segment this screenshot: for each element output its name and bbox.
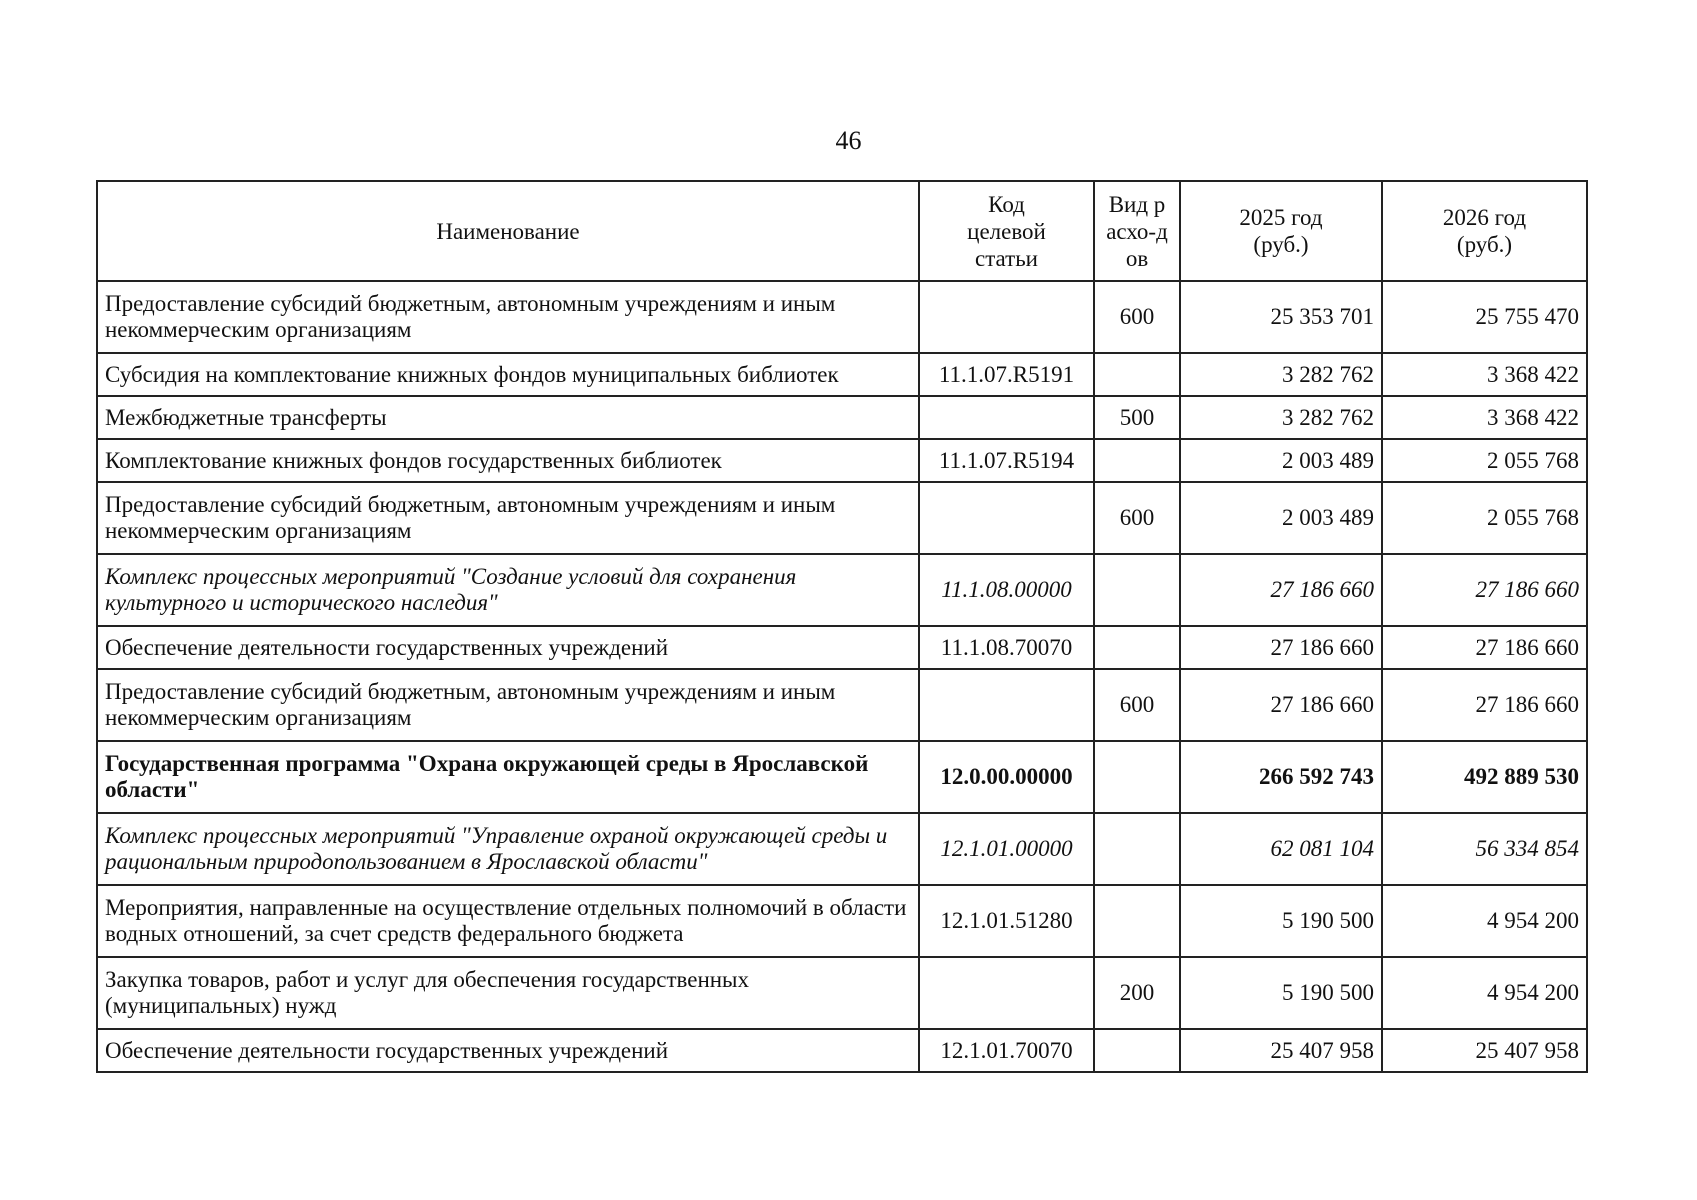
cell-2026: 4 954 200 [1382,957,1587,1029]
table-header-row [97,181,1587,281]
cell-2025: 5 190 500 [1180,885,1382,957]
cell-2025: 27 186 660 [1180,626,1382,669]
header-2026: 2026 год (руб.) [1382,181,1587,281]
cell-code [919,957,1094,1029]
cell-name: Предоставление субсидий бюджетным, автономным учреждениям и иным некоммерческим организациям [97,482,919,554]
table-row [97,439,1587,482]
cell-code [919,281,1094,353]
cell-2026: 27 186 660 [1382,626,1587,669]
cell-kind [1094,626,1180,669]
cell-2026: 27 186 660 [1382,554,1587,626]
cell-code: 11.1.07.R5194 [919,439,1094,482]
table-row [97,482,1587,554]
cell-code: 12.1.01.51280 [919,885,1094,957]
cell-2025: 3 282 762 [1180,353,1382,396]
cell-2025: 27 186 660 [1180,669,1382,741]
cell-2026: 25 407 958 [1382,1029,1587,1072]
cell-code: 11.1.08.70070 [919,626,1094,669]
cell-kind [1094,439,1180,482]
table-row [97,741,1587,813]
cell-2025: 2 003 489 [1180,482,1382,554]
cell-2026: 56 334 854 [1382,813,1587,885]
table-row [97,813,1587,885]
table-row [97,353,1587,396]
cell-2026: 3 368 422 [1382,396,1587,439]
header-2025: 2025 год (руб.) [1180,181,1382,281]
cell-name: Мероприятия, направленные на осуществление отдельных полномочий в области водных отношений, за счет средств федерального бюджета [97,885,919,957]
header-name: Наименование [97,181,919,281]
header-kind: Вид расхо-дов [1094,181,1180,281]
cell-code [919,669,1094,741]
table-row [97,885,1587,957]
table-row [97,669,1587,741]
cell-2026: 4 954 200 [1382,885,1587,957]
budget-table [96,180,1588,1073]
cell-code: 11.1.07.R5191 [919,353,1094,396]
cell-name: Предоставление субсидий бюджетным, автономным учреждениям и иным некоммерческим организациям [97,281,919,353]
cell-2025: 3 282 762 [1180,396,1382,439]
cell-name: Комплекс процессных мероприятий "Управление охраной окружающей среды и рациональным природопользованием в Ярославской области" [97,813,919,885]
cell-name: Государственная программа "Охрана окружающей среды в Ярославской области" [97,741,919,813]
cell-kind [1094,353,1180,396]
cell-2025: 27 186 660 [1180,554,1382,626]
cell-kind: 600 [1094,482,1180,554]
cell-kind: 500 [1094,396,1180,439]
table-row [97,281,1587,353]
page-number: 46 [835,126,862,155]
cell-code: 12.0.00.00000 [919,741,1094,813]
cell-code [919,396,1094,439]
cell-code: 12.1.01.70070 [919,1029,1094,1072]
cell-kind [1094,885,1180,957]
cell-name: Межбюджетные трансферты [97,396,919,439]
table-row [97,1029,1587,1072]
cell-2025: 25 353 701 [1180,281,1382,353]
table-row [97,626,1587,669]
header-code: Код целевой статьи [919,181,1094,281]
cell-kind [1094,813,1180,885]
cell-kind: 600 [1094,669,1180,741]
cell-2025: 62 081 104 [1180,813,1382,885]
table-row [97,396,1587,439]
cell-kind [1094,741,1180,813]
cell-kind [1094,554,1180,626]
cell-2025: 2 003 489 [1180,439,1382,482]
table-row [97,554,1587,626]
cell-name: Комплектование книжных фондов государственных библиотек [97,439,919,482]
cell-name: Субсидия на комплектование книжных фондов муниципальных библиотек [97,353,919,396]
cell-name: Обеспечение деятельности государственных учреждений [97,626,919,669]
cell-code: 12.1.01.00000 [919,813,1094,885]
cell-2026: 2 055 768 [1382,482,1587,554]
cell-code [919,482,1094,554]
cell-kind: 600 [1094,281,1180,353]
cell-2025: 266 592 743 [1180,741,1382,813]
table-row [97,957,1587,1029]
cell-name: Закупка товаров, работ и услуг для обеспечения государственных (муниципальных) нужд [97,957,919,1029]
cell-2025: 25 407 958 [1180,1029,1382,1072]
cell-2026: 492 889 530 [1382,741,1587,813]
cell-kind [1094,1029,1180,1072]
cell-kind: 200 [1094,957,1180,1029]
cell-2026: 2 055 768 [1382,439,1587,482]
cell-name: Предоставление субсидий бюджетным, автономным учреждениям и иным некоммерческим организациям [97,669,919,741]
table-body [97,281,1587,1072]
cell-name: Обеспечение деятельности государственных учреждений [97,1029,919,1072]
cell-code: 11.1.08.00000 [919,554,1094,626]
cell-name: Комплекс процессных мероприятий "Создание условий для сохранения культурного и исторического наследия" [97,554,919,626]
cell-2026: 27 186 660 [1382,669,1587,741]
cell-2026: 3 368 422 [1382,353,1587,396]
cell-2026: 25 755 470 [1382,281,1587,353]
cell-2025: 5 190 500 [1180,957,1382,1029]
